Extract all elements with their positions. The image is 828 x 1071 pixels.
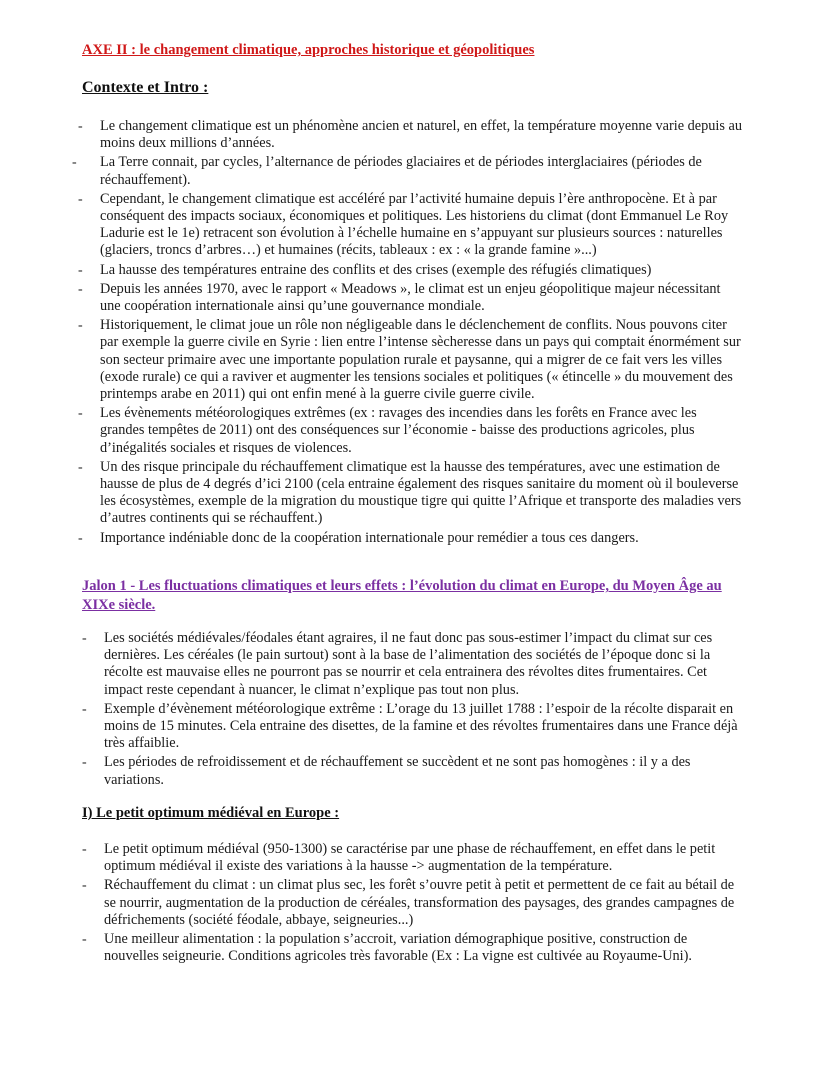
bullet-dash: - [78, 318, 83, 334]
bullet-dash: - [78, 262, 83, 278]
list-item: - Les sociétés médiévales/féodales étant agraires, il ne faut donc pas sous-estimer l’impact du climat sur ces dernières. Les céréales (le pain surtout) sont à la base de l’alimentation des sociétés de l’époque donc si la récolte est mauvaise elles ne pourront pas se nourrir et cela entrainera des révoltes dites frumentaires. Cet impact reste cependant à nuancer, le climat n’explique pas tout non plus. [82, 630, 713, 698]
bullet-dash: - [82, 842, 87, 857]
jalon-list [82, 630, 744, 791]
bullet-dash: - [78, 530, 83, 546]
list-item: - Importance indéniable donc de la coopération internationale pour remédier a tous ces dangers. [78, 529, 639, 546]
list-item: - Les périodes de refroidissement et de réchauffement se succèdent et ne sont pas homogènes : il y a des variations. [82, 754, 691, 788]
list-item: - Cependant, le changement climatique est accéléré par l’activité humaine depuis l’ère anthropocène. Et à par conséquent des impacts sociaux, économiques et politiques. Les historiens du climat (dont Emmanuel Le Roy Ladurie est le 1e) retracent son évolution à l’échelle humaine en s’appuyant sur plusieurs sources : naturelles (glaciers, troncs d’arbres…) et humaines (récits, tableaux : ex : « la grande famine »...) [78, 190, 729, 259]
list-item: - Historiquement, le climat joue un rôle non négligeable dans le déclenchement de conflits. Nous pouvons citer par exemple la guerre civile en Syrie : lien entre l’intense sècheresse dans un pays qui comptait énormément sur son secteur primaire avec une importante population rurale et paysanne, qui a migrer de ce fait vers les villes (exode rurale) ce qui a raviver et augmenter les tensions sociales et politiques (« étincelle » du mouvement des printemps arabe en 2011) qui ont enfin mené à la guerre civile guerre civile. [78, 317, 741, 403]
bullet-dash: - [78, 281, 83, 297]
jalon-title: Jalon 1 - Les fluctuations climatiques et leurs effets : l’évolution du climat en Europe, du Moyen Âge au XIXe siècle. [82, 578, 722, 613]
section1-heading: I) Le petit optimum médiéval en Europe : [82, 805, 340, 821]
bullet-dash: - [82, 631, 87, 646]
list-item: - La Terre connait, par cycles, l’alternance de périodes glaciaires et de périodes interglaciaires (périodes de réchauffement). [72, 154, 702, 188]
bullet-dash: - [78, 459, 83, 475]
bullet-dash: - [82, 701, 87, 717]
bullet-dash: - [78, 119, 83, 134]
section1-list [82, 841, 744, 967]
list-item: - Réchauffement du climat : un climat plus sec, les forêt s’ouvre petit à petit et permettent de ce fait au bétail de se nourrir, augmentation de la production de céréales, transformation des paysages, des grandes campagnes de défrichements (société féodale, abbaye, seigneuries...) [82, 877, 735, 928]
bullet-dash: - [82, 932, 87, 948]
list-item: - Depuis les années 1970, avec le rapport « Meadows », le climat est un enjeu géopolitique majeur nécessitant une coopération internationale ainsi qu’une gouvernance mondiale. [78, 280, 721, 315]
list-item: - Le petit optimum médiéval (950-1300) se caractérise par une phase de réchauffement, en effet dans le petit optimum médiéval il existe des variations à la hausse -> augmentation de la température. [82, 841, 716, 875]
bullet-dash: - [78, 191, 83, 207]
axe-title: AXE II : le changement climatique, approches historique et géopolitiques [82, 42, 535, 58]
list-item: - Une meilleur alimentation : la population s’accroit, variation démographique positive, construction de nouvelles seigneurie. Conditions agricoles très favorable (Ex : La vigne est cultivée au Royaume-Uni). [82, 931, 692, 965]
bullet-dash: - [72, 155, 77, 171]
list-item: - Le changement climatique est un phénomène ancien et naturel, en effet, la température moyenne varie depuis au moins deux millions d’années. [78, 118, 743, 152]
list-item: - Un des risque principale du réchauffement climatique est la hausse des températures, avec une estimation de hausse de plus de 4 degrés d’ici 2100 (cela entraine également des risques sanitaire du moment où il bouleverse les écosystèmes, exemple de la migration du moustique tigre qui quitte l’Afrique et transporte des maladies vers d’autres continents qui se réchauffent.) [78, 458, 742, 527]
intro-list [72, 118, 743, 549]
bullet-dash: - [78, 406, 83, 422]
list-item: - Les évènements météorologiques extrêmes (ex : ravages des incendies dans les forêts en France avec les grandes tempêtes de 2011) ont des conséquences sur l’économie - baisse des productions agricoles, plus d’inégalités sociales et risques de violences. [78, 405, 697, 456]
intro-heading: Contexte et Intro : [82, 79, 209, 96]
bullet-dash: - [82, 878, 87, 894]
list-item: - La hausse des températures entraine des conflits et des crises (exemple des réfugiés climatiques) [78, 261, 652, 278]
list-item: - Exemple d’évènement météorologique extrême : L’orage du 13 juillet 1788 : l’espoir de la récolte disparait en moins de 15 minutes. Cela entraine des disettes, de la famine et des révoltes frumentaires dans une France déjà très affaiblie. [82, 700, 738, 752]
bullet-dash: - [82, 755, 87, 771]
